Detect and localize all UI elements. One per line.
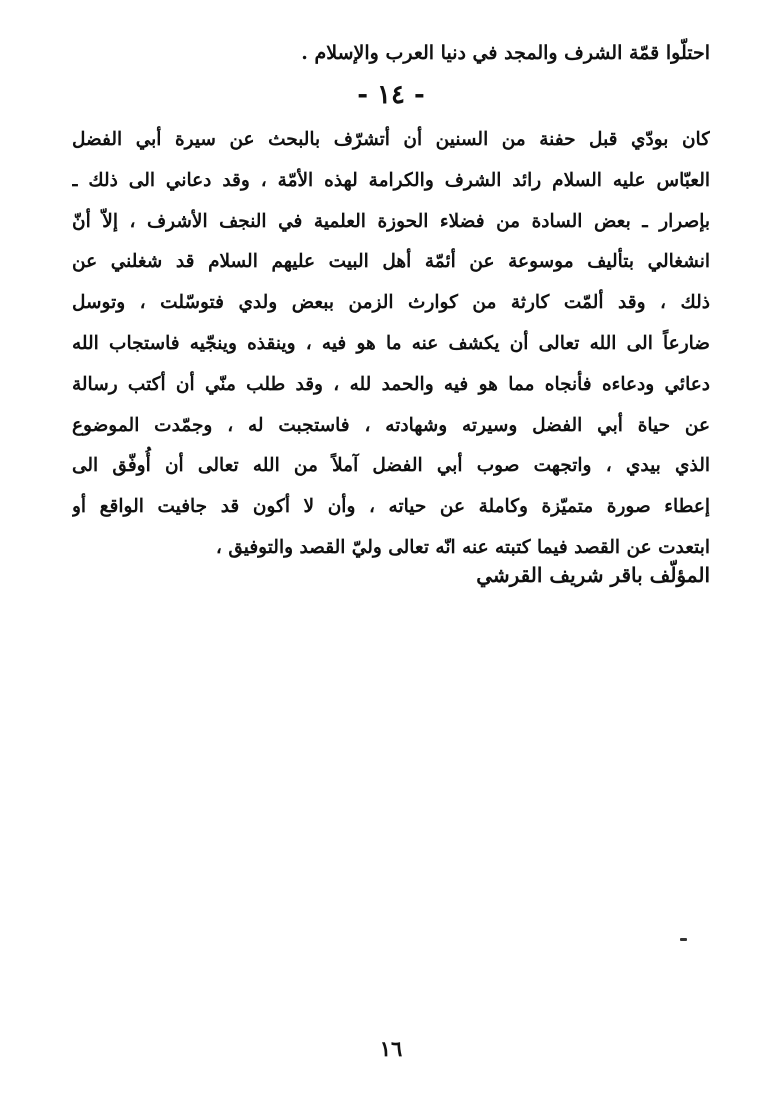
paragraph-line: بإصرار ـ بعض السادة من فضلاء الحوزة العلمية في النجف الأشرف ، إلاّ أنّ — [72, 210, 710, 232]
paragraph-line: ابتعدت عن القصد فيما كتبته عنه انّه تعالى وليّ القصد والتوفيق ، — [215, 536, 710, 558]
paragraph-line: انشغالي بتأليف موسوعة عن أئمّة أهل البيت عليهم السلام قد شغلني عن — [72, 251, 710, 273]
paragraph-line: العبّاس عليه السلام رائد الشرف والكرامة لهذه الأمّة ، وقد دعاني الى ذلك ـ — [72, 169, 710, 191]
paragraph-line: إعطاء صورة متميّزة وكاملة عن حياته ، وأن لا أكون قد جافيت الواقع أو — [72, 496, 710, 518]
paragraph-line: الذي بيدي ، واتجهت صوب أبي الفضل آملاً من الله تعالى أن أُوفّق الى — [72, 455, 710, 477]
paragraph-line: عن حياة أبي الفضل وسيرته وشهادته ، فاستجبت له ، وجمّدت الموضوع — [72, 414, 710, 436]
paragraph-line: دعائي ودعاءه فأنجاه مما هو فيه والحمد لله ، وقد طلب منّي أن أكتب رسالة — [72, 373, 710, 395]
page-number: ١٦ — [379, 1036, 403, 1061]
stray-mark — [680, 938, 687, 941]
author-signature: المؤلّف باقر شريف القرشي — [476, 563, 710, 587]
main-paragraph — [72, 120, 710, 569]
paragraph-line: ذلك ، وقد ألمّت كارثة من كوارث الزمن ببعض ولدي فتوسّلت ، وتوسل — [72, 292, 710, 314]
opening-line: احتلّوا قمّة الشرف والمجد في دنيا العرب والإسلام . — [301, 42, 710, 64]
section-number: - ١٤ - — [357, 80, 425, 110]
paragraph-line: كان بودّي قبل حفنة من السنين أن أتشرّف بالبحث عن سيرة أبي الفضل — [72, 129, 710, 150]
paragraph-line: ضارعاً الى الله تعالى أن يكشف عنه ما هو فيه ، وينقذه وينجّيه فاستجاب الله — [72, 332, 710, 354]
